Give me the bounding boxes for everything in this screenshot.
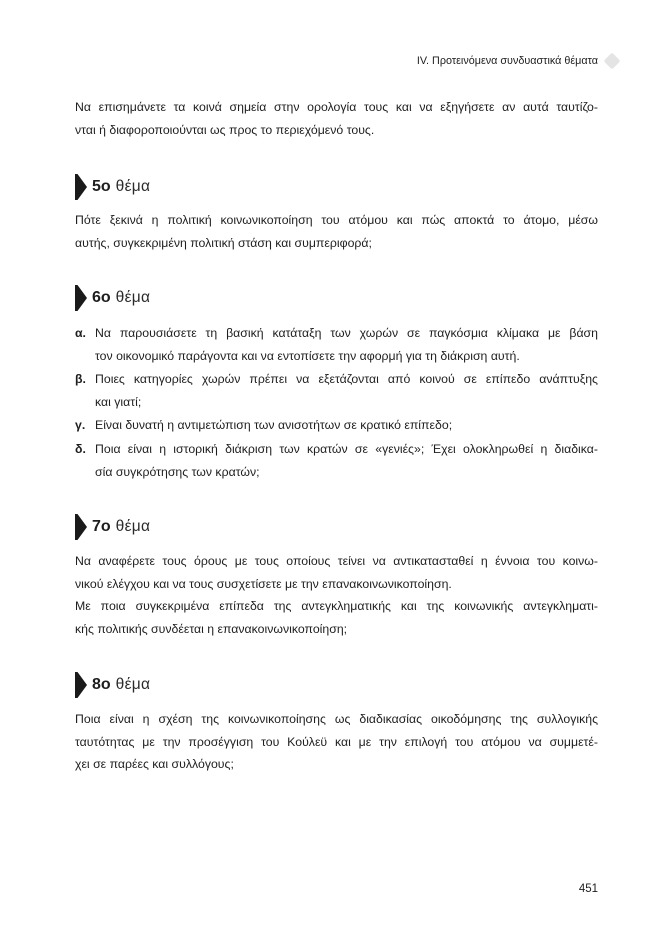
topic-number: 6ο [92,289,111,306]
running-title: IV. Προτεινόμενα συνδυαστικά θέματα [416,55,598,67]
topic-7-text [75,550,598,640]
item-label: γ. [75,418,86,433]
topic-word: θέμα [115,518,151,535]
text-line: Με ποια συγκεκριμένα επίπεδα της αντεγκληματικής και της κοινωνικής αντεγκληματι- [75,599,598,613]
text-line: Να αναφέρετε τους όρους με τους οποίους τείνει να αντικατασταθεί η έννοια του κοινω- [75,554,598,568]
text-line: αυτής, συγκεκριμένη πολιτική στάση και συμπεριφορά; [75,235,372,250]
text-line: χει σε παρέες και συλλόγους; [75,757,234,771]
paragraph [75,595,598,640]
topic-word: θέμα [115,676,151,693]
triangle-marker-icon [75,514,87,540]
topic-6-list [75,322,598,484]
topic-heading-8 [75,672,150,698]
topic-heading-7 [75,514,150,540]
text-line: και γιατί; [95,394,142,409]
triangle-marker-icon [75,672,87,698]
item-label: α. [75,326,86,340]
item-body [95,322,598,367]
intro-paragraph [75,96,598,141]
text-line: τον οικονομικό παράγοντα και να εντοπίσετε την αφορμή για τη διάκριση αυτή. [95,348,520,363]
topic-word: θέμα [115,178,151,195]
text-line: Ποιες κατηγορίες χωρών πρέπει να εξετάζονται από κοινού σε επίπεδο ανάπτυξης [95,372,598,387]
item-body [95,438,598,483]
text-line: Πότε ξεκινά η πολιτική κοινωνικοποίηση του ατόμου και πώς αποκτά το άτομο, μέσω [75,213,598,227]
item-body [95,414,598,437]
list-item [75,438,598,483]
text-line: Ποια είναι η ιστορική διάκριση των κρατών σε «γενιές»; Έχει ολοκληρωθεί η διαδικα- [95,442,598,457]
topic-heading-5 [75,174,150,200]
triangle-marker-icon [75,285,87,311]
text-line: Να παρουσιάσετε τη βασική κατάταξη των χωρών σε παγκόσμια κλίμακα με βάση [95,326,598,340]
topic-number: 7ο [92,518,111,535]
page-number: 451 [578,883,598,895]
topic-5-paragraph [75,209,598,254]
item-label: δ. [75,442,86,457]
topic-8-paragraph [75,708,598,776]
topic-number: 8ο [92,676,111,693]
text-line: ταυτότητας με την προσέγγιση του Κούλεϋ και με την επιλογή του ατόμου να συμμετέ- [75,734,598,749]
list-item [75,414,598,437]
item-body [95,368,598,413]
diamond-ornament-icon [604,53,621,70]
text-line: Είναι δυνατή η αντιμετώπιση των ανισοτήτων σε κρατικό επίπεδο; [95,418,453,433]
text-line: Ποια είναι η σχέση της κοινωνικοποίησης ως διαδικασίας οικοδόμησης της συλλογικής [75,712,598,726]
paragraph [75,550,598,595]
text-line: νται ή διαφοροποιούνται ως προς το περιεχόμενό τους. [75,122,375,137]
item-label: β. [75,372,86,387]
topic-heading-6 [75,285,150,311]
text-line: νικού ελέγχου και να τους συσχετίσετε με την επανακοινωνικοποίηση. [75,576,452,591]
triangle-marker-icon [75,174,87,200]
list-item [75,322,598,367]
text-line: κής πολιτικής συνδέεται η επανακοινωνικοποίηση; [75,621,348,636]
text-line: Να επισημάνετε τα κοινά σημεία στην ορολογία τους και να εξηγήσετε αν αυτά ταυτίζο- [75,100,598,114]
topic-number: 5ο [92,178,111,195]
text-line: σία συγκρότησης των κρατών; [95,464,260,479]
list-item [75,368,598,413]
topic-word: θέμα [115,289,151,306]
